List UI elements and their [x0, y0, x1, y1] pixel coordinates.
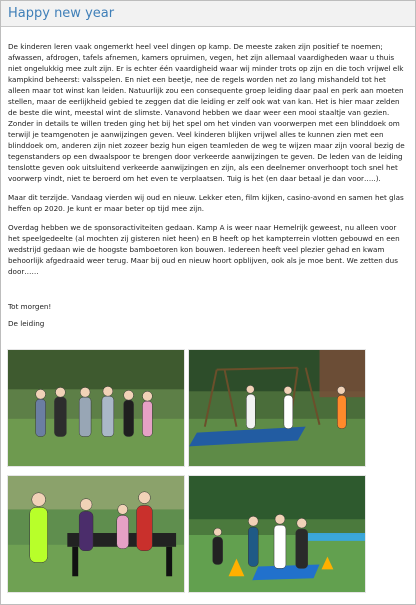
closing-line: Tot morgen!: [8, 302, 52, 311]
article-body: [1, 27, 415, 329]
photo-kids-standing-icon: [8, 350, 184, 466]
photo-kids-table[interactable]: [7, 475, 185, 593]
page-title: Happy new year: [8, 6, 115, 21]
spacer: [8, 285, 408, 301]
header-bar: [1, 1, 415, 27]
photo-kids-table-icon: [8, 476, 184, 592]
signature: De leiding: [8, 319, 45, 328]
paragraph-1: De kinderen leren vaak ongemerkt heel veel dingen op kamp. De meeste zaken zijn positief te noemen; afwassen, afdrogen, tafels afnemen, kamers opruimen, vegen, het zijn allemaal vaardigheden waar u thuis niet ongelukkig mee zult zijn. Er is echter één vaardigheid waar wij minder trots op zijn en die toch vrijwel elk kampkind beheerst: valsspelen. En niet een beetje, nee de regels worden net zo lang mishandeld tot het alleen maar tot winst kan leiden. Natuurlijk zou een consequente groep leiding daar paal en perk aan moeten stellen, maar de eerlijkheid gebied te zeggen dat die leiding er zelf ook wat van kan. Het is hier maar zelden de beste die wint, meestal wint de slimste. Vanavond hebben we daar weer een mooi staaltje van gezien. Zonder in details te willen treden ging het bij het spel om het vinden van voorwerpen met een blinddoek om terwijl je teamgenoten je aanwijzingen geven. Veel kinderen blijken vrijwel alles te kunnen zien met een blinddoek om, anderen zijn niet zozeer bezig hun eigen teamleden de weg te wijzen maar zijn vooral bezig de tegenstanders op een dwaalspoor te brengen door verkeerde aanwijzingen te geven. De leden van de leiding tenslotte geven ook uitsluitend verkeerde aanwijzingen en zijn, als een deelnemer onverhoopt toch snel het voorwerp vindt, niet te beroerd om het even te verplaatsen. Tuig is het (en daar betaal je dan voor…..).: [8, 42, 405, 183]
photo-kids-blindfold-game[interactable]: [188, 475, 366, 593]
photo-kids-standing[interactable]: [7, 349, 185, 467]
photo-kids-playground-icon: [189, 350, 365, 466]
paragraph-3: Overdag hebben we de sponsoractiviteiten gedaan. Kamp A is weer naar Hemelrijk geweest, nu alleen voor het speelgedeelte (al mochten zij gisteren niet heen) en B heeft op het kampterrein vlotten gebouwd en een wedstrijd gedaan wie de hoogste bamboetoren kon bouwen. Iedereen heeft veel plezier gehad en kwam behoorlijk afgedraaid weer terug. Maar bij oud en nieuw hoort opblijven, ook als je moe bent. We zetten dus door……: [8, 223, 400, 276]
photo-grid: [7, 349, 367, 595]
photo-kids-playground[interactable]: [188, 349, 366, 467]
photo-kids-blindfold-game-icon: [189, 476, 365, 592]
paragraph-2: Maar dit terzijde. Vandaag vierden wij oud en nieuw. Lekker eten, film kijken, casino-avond en samen het glas heffen op 2020. Je kunt er maar beter op tijd mee zijn.: [8, 193, 404, 213]
